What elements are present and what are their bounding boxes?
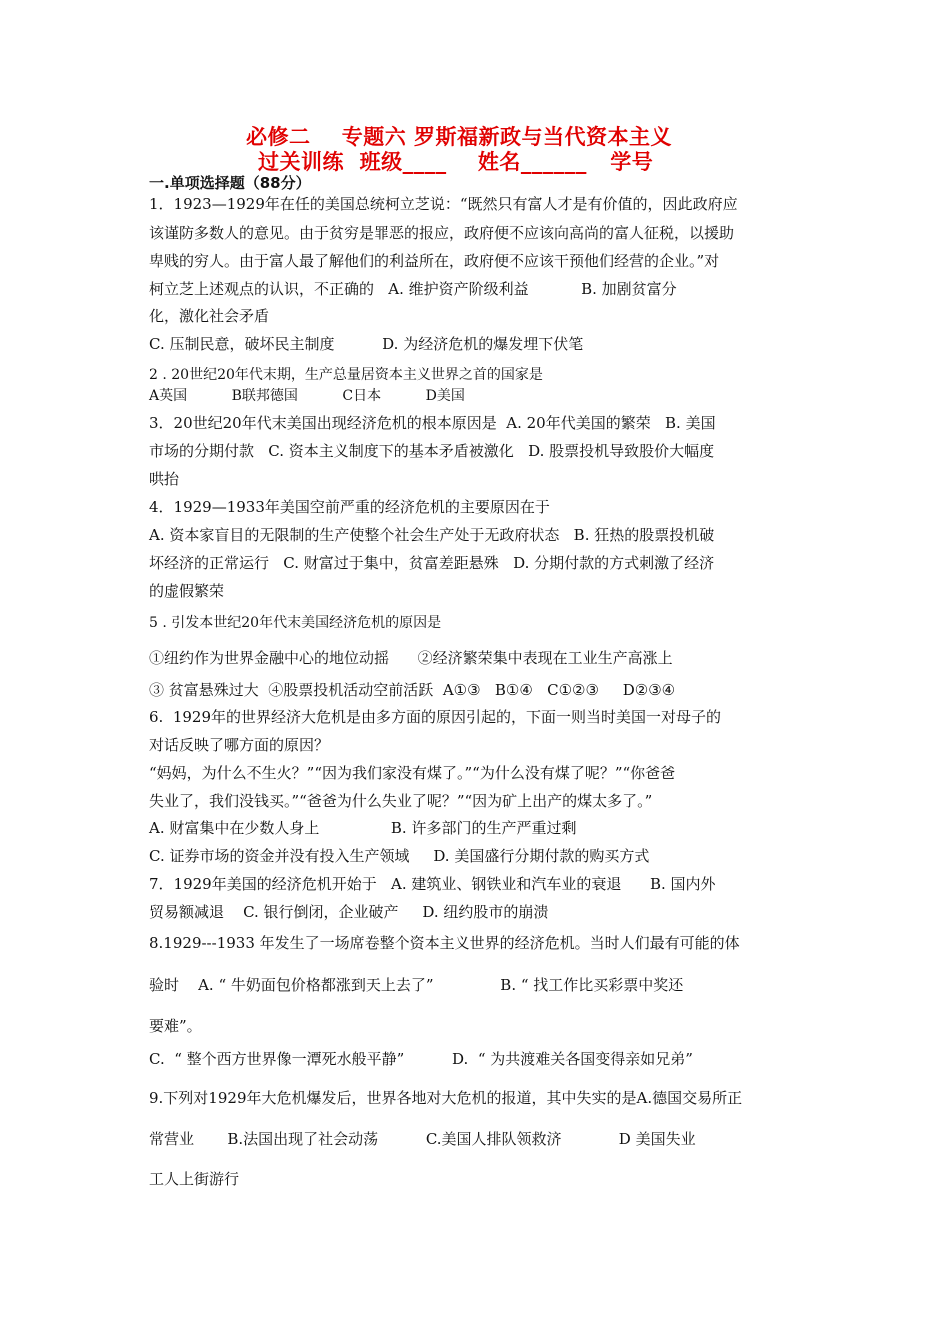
text-line: C. 证券市场的资金并没有投入生产领域 D. 美国盛行分期付款的购买方式 [149, 847, 650, 865]
page-title: 必修二 专题六 罗斯福新政与当代资本主义 [246, 125, 673, 149]
text-line: A. 财富集中在少数人身上 B. 许多部门的生产严重过剩 [149, 819, 577, 837]
text-line: 化，激化社会矛盾 [149, 307, 270, 325]
text-line: 市场的分期付款 C. 资本主义制度下的基本矛盾被激化 D. 股票投机导致股价大幅度 [149, 442, 715, 460]
text-line: 柯立芝上述观点的认识，不正确的 A. 维护资产阶级利益 B. 加剧贫富分 [149, 280, 677, 298]
text-line: 失业了，我们没钱买。”“爸爸为什么失业了呢？”“因为矿上出产的煤太多了。” [149, 792, 653, 810]
text-line: 贸易额减退 C. 银行倒闭，企业破产 D. 纽约股市的崩溃 [149, 903, 549, 921]
text-line: ①纽约作为世界金融中心的地位动摇 ②经济繁荣集中表现在工业生产高涨上 [149, 649, 673, 667]
text-line: 验时 A. “ 牛奶面包价格都涨到天上去了” B. “ 找工作比买彩票中奖还 [149, 976, 684, 994]
text-line: 卑贱的穷人。由于富人最了解他们的利益所在，政府便不应该干预他们经营的企业。”对 [149, 252, 720, 270]
text-line: 5 . 引发本世纪20年代末美国经济危机的原因是 [149, 615, 442, 631]
text-line: 对话反映了哪方面的原因？ [149, 736, 330, 754]
text-line: “妈妈，为什么不生火？”“因为我们家没有煤了。”“为什么没有煤了呢？”“你爸爸 [149, 764, 676, 782]
text-line: 哄抬 [149, 470, 180, 488]
text-line: 要难”。 [149, 1017, 202, 1035]
text-line: 6. 1929年的世界经济大危机是由多方面的原因引起的，下面一则当时美国一对母子的 [149, 708, 722, 726]
text-line: 的虚假繁荣 [149, 582, 225, 600]
section-heading: 一.单项选择题（88分） [149, 174, 311, 192]
text-line: 工人上街游行 [149, 1170, 240, 1188]
text-line: 常营业 B.法国出现了社会动荡 C.美国人排队领救济 D 美国失业 [149, 1130, 696, 1148]
text-line: 7．1929年美国的经济危机开始于 A. 建筑业、钢铁业和汽车业的衰退 B. 国内外 [149, 875, 716, 893]
text-line: A英国 B联邦德国 C日本 D美国 [149, 388, 465, 404]
text-line: 3．20世纪20年代末美国出现经济危机的根本原因是 A. 20年代美国的繁荣 B. 美国 [149, 414, 716, 432]
text-line: ③ 贫富悬殊过大 ④股票投机活动空前活跃 A①③ B①④ C①②③ D②③④ [149, 681, 676, 699]
text-line: 该谨防多数人的意见。由于贫穷是罪恶的报应，政府便不应该向高尚的富人征税，以援助 [149, 224, 735, 242]
text-line: C. “ 整个西方世界像一潭死水般平静” D. “ 为共渡难关各国变得亲如兄弟” [149, 1050, 693, 1068]
text-line: 坏经济的正常运行 C. 财富过于集中，贫富差距悬殊 D. 分期付款的方式刺激了经济 [149, 554, 715, 572]
text-line: A. 资本家盲目的无限制的生产使整个社会生产处于无政府状态 B. 狂热的股票投机破 [149, 526, 715, 544]
text-line: 4．1929—1933年美国空前严重的经济危机的主要原因在于 [149, 498, 550, 516]
text-line: 2 . 20世纪20年代末期，生产总量居资本主义世界之首的国家是 [149, 367, 543, 383]
text-line: C. 压制民意，破坏民主制度 D. 为经济危机的爆发埋下伏笔 [149, 335, 584, 353]
text-line: 1．1923—1929年在任的美国总统柯立芝说：“既然只有富人才是有价值的，因此政府应 [149, 195, 738, 213]
page-subtitle: 过关训练 班级____ 姓名______ 学号 [258, 150, 654, 174]
text-line: 9.下列对1929年大危机爆发后，世界各地对大危机的报道，其中失实的是A.德国交易所正 [149, 1089, 743, 1107]
text-line: 8.1929---1933 年发生了一场席卷整个资本主义世界的经济危机。当时人们最有可能的体 [149, 934, 740, 952]
